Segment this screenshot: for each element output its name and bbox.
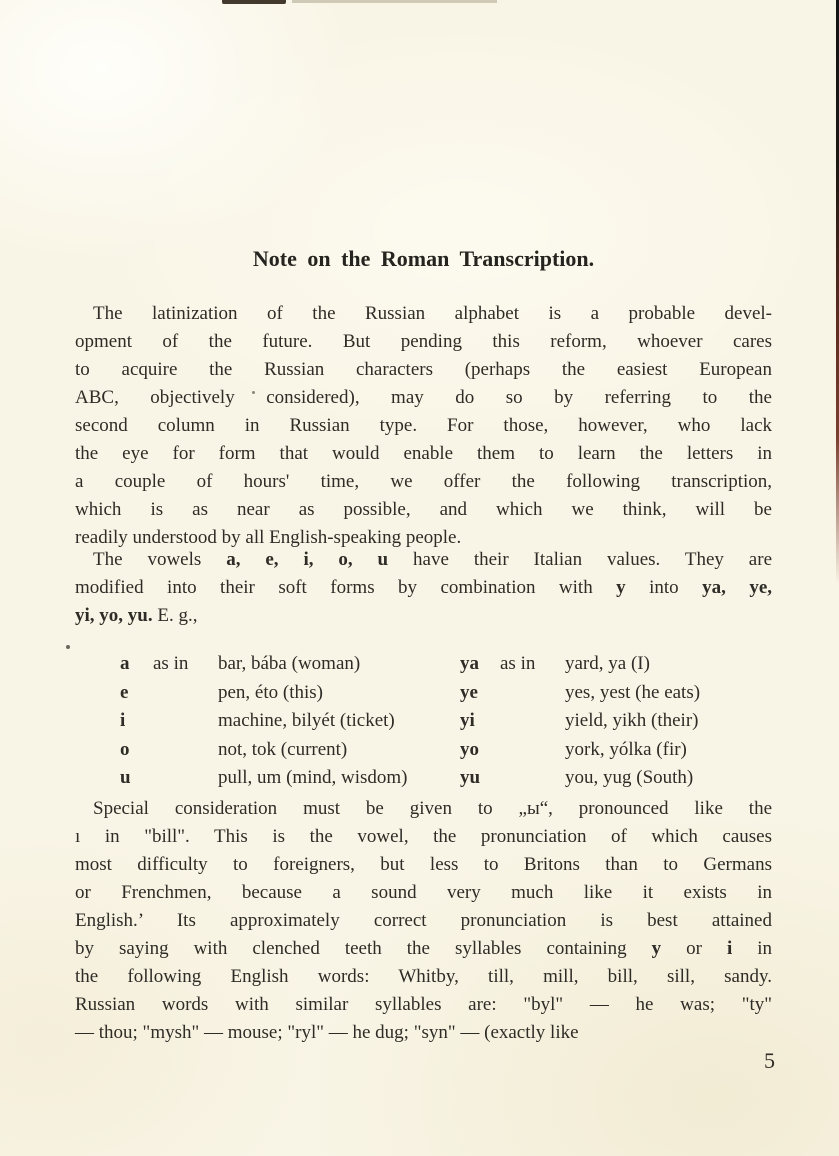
vowel-table-row [75, 764, 772, 793]
text-line [75, 546, 772, 574]
text-line: — thou; "mysh" — mouse; "ryl" — he dug; "syn" — (exactly like [75, 1022, 579, 1043]
vowel-table-row [75, 707, 772, 736]
text-line: the following English words: Whitby, till, mill, bill, sill, sandy. [75, 966, 772, 987]
text-line [75, 574, 772, 602]
scan-artifact-top-mark [222, 0, 286, 4]
text-segment: have their Italian values. They are [388, 549, 773, 570]
text-line: opment of the future. But pending this reform, whoever cares [75, 331, 772, 352]
example-words: pull, um (mind, wisdom) [218, 767, 408, 788]
bold-i: i [726, 938, 733, 959]
example-words: you, yug (South) [565, 767, 694, 788]
special-consideration-paragraph [75, 795, 772, 1047]
intro-paragraph [75, 300, 772, 552]
latin-letter: i [120, 710, 126, 731]
example-words: not, tok (current) [218, 738, 348, 760]
as-in-label [153, 764, 218, 793]
text-line: The latinization of the Russian alphabet is a probable devel- [93, 303, 772, 324]
as-in-label [500, 707, 565, 736]
vowel-table-row [75, 679, 772, 708]
soft-letter: yi [460, 710, 475, 731]
text-line: a couple of hours' time, we offer the following transcription, [75, 471, 772, 492]
example-words: york, yólka (fir) [565, 738, 687, 760]
example-words: yard, ya (I) [565, 653, 650, 674]
text-line: ABC, objectively considered), may do so by referring to the [75, 387, 772, 408]
text-line: English.’ Its approximately correct pronunciation is best attained [75, 910, 772, 931]
text-segment: modified into their soft forms by combination with [75, 577, 617, 598]
page-title: Note on the Roman Transcription. [252, 246, 595, 271]
text-line: which is as near as possible, and which we think, will be [75, 499, 772, 520]
text-line: or Frenchmen, because a sound very much like it exists in [75, 882, 772, 903]
example-words: bar, bába (woman) [218, 653, 361, 674]
text-line [75, 602, 772, 630]
bold-y: y [651, 938, 662, 959]
soft-letter: yu [460, 767, 481, 788]
latin-letter: o [120, 738, 130, 760]
vowel-table-row [75, 650, 772, 679]
scan-artifact-top-smear [292, 0, 497, 3]
latin-letter: a [120, 653, 130, 674]
text-segment: in [732, 938, 773, 959]
bold-yi-yo-yu: yi, yo, yu. [75, 605, 153, 626]
text-line: ı in "bill". This is the vowel, the pronunciation of which causes [75, 826, 772, 847]
vowel-table-row [75, 736, 772, 765]
vowels-paragraph [75, 546, 772, 630]
latin-letter: e [120, 681, 129, 703]
latin-letter: u [120, 767, 131, 788]
soft-letter: ya [460, 653, 479, 674]
text-segment: The vowels [93, 549, 227, 570]
text-line: most difficulty to foreigners, but less to Britons than to Germans [75, 854, 772, 875]
vowel-table [75, 650, 772, 793]
as-in-label [500, 736, 565, 765]
bold-y: y [616, 577, 626, 598]
text-line: Russian words with similar syllables are: "byl" — he was; "ty" [75, 994, 772, 1015]
bold-vowels: a, e, i, o, u [226, 549, 389, 570]
as-in-label: as in [153, 653, 189, 674]
as-in-label [153, 736, 218, 765]
example-words: pen, éto (this) [218, 681, 324, 703]
bold-ya-ye: ya, ye, [702, 577, 773, 598]
as-in-label [153, 707, 218, 736]
soft-letter: ye [460, 681, 478, 703]
text-segment: or [661, 938, 727, 959]
text-line: the eye for form that would enable them to learn the letters in [75, 443, 772, 464]
text-line: Special consideration must be given to „ы“, pronounced like the [93, 798, 772, 819]
text-line: readily understood by all English-speaking people. [75, 527, 462, 548]
text-segment: E. g., [152, 605, 198, 626]
example-words: machine, bilyét (ticket) [218, 710, 395, 731]
text-segment: by saying with clenched teeth the syllables containing [75, 938, 652, 959]
as-in-label [153, 679, 218, 708]
text-line: to acquire the Russian characters (perhaps the easiest European [75, 359, 772, 380]
as-in-label: as in [500, 653, 536, 674]
example-words: yes, yest (he eats) [565, 681, 701, 703]
text-line: second column in Russian type. For those, however, who lack [75, 415, 772, 436]
example-words: yield, yikh (their) [565, 710, 699, 731]
as-in-label [500, 764, 565, 793]
page-number: 5 [764, 1048, 775, 1073]
scan-artifact-left-dot [66, 645, 70, 649]
soft-letter: yo [460, 738, 479, 760]
text-line [75, 935, 772, 963]
as-in-label [500, 679, 565, 708]
text-segment: into [625, 577, 703, 598]
